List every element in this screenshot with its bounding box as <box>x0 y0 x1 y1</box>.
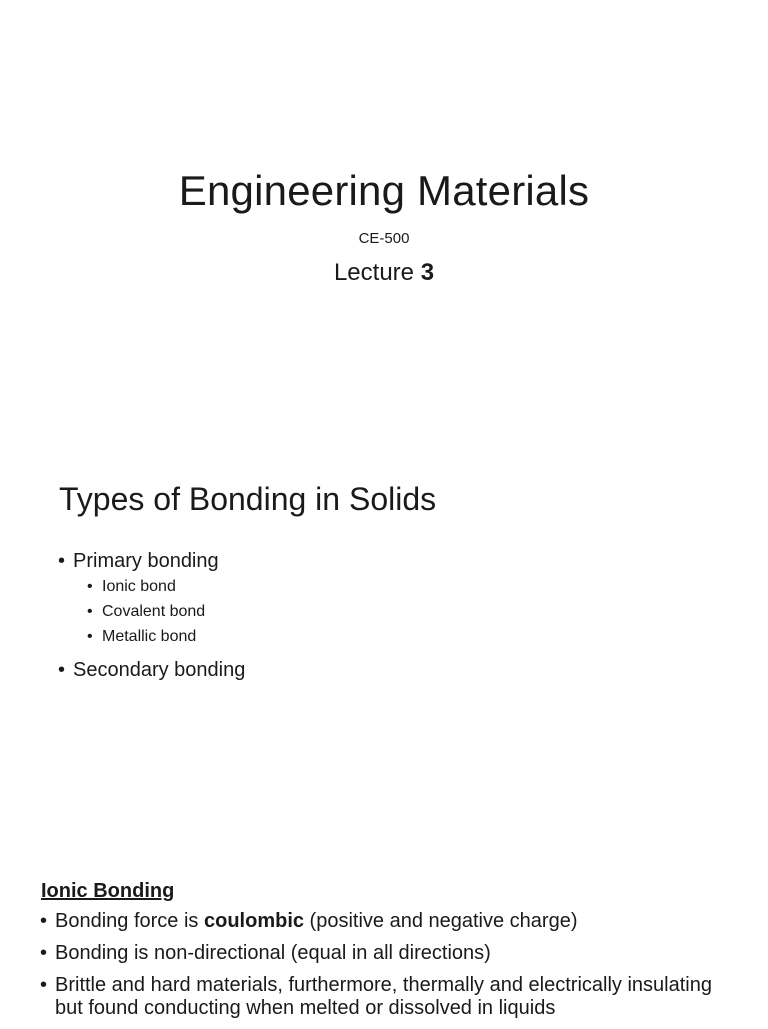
primary-bonding-subitems <box>58 574 245 649</box>
secondary-bonding-item: • Secondary bonding <box>58 657 245 683</box>
ionic-bullet-properties: • Brittle and hard materials, furthermore, thermally and electrically insulating but found conducting when melted or dissolved in liquids <box>40 974 740 1020</box>
presentation-title: Engineering Materials <box>178 167 590 214</box>
lecture-number: 3 <box>420 259 435 286</box>
ionic-bonding-list <box>40 910 740 1029</box>
primary-bonding-item: • Primary bonding <box>58 548 245 574</box>
ionic-bonding-slide <box>0 864 768 1024</box>
title-slide <box>0 0 768 392</box>
ionic-bonding-heading: Ionic Bonding <box>41 880 175 902</box>
ionic-bullet-nondirectional: • Bonding is non-directional (equal in all directions) <box>40 942 740 965</box>
bullet-bold-term: coulombic <box>203 910 304 932</box>
course-code: CE-500 <box>358 230 410 247</box>
bonding-list <box>58 548 245 683</box>
bonding-types-slide <box>0 432 768 732</box>
lecture-text: Lecture <box>333 259 415 286</box>
lecture-label <box>0 258 768 288</box>
ionic-bullet-coulombic <box>40 910 740 933</box>
sub-item-ionic: • Ionic bond <box>87 574 245 599</box>
primary-bonding-sublist <box>87 574 245 649</box>
bullet-text-after: (positive and negative charge) <box>304 910 578 932</box>
sub-item-metallic: • Metallic bond <box>87 624 245 649</box>
bullet-text-before: Bonding force is <box>55 910 204 932</box>
slide-title: Types of Bonding in Solids <box>59 481 437 517</box>
sub-item-covalent: • Covalent bond <box>87 599 245 624</box>
